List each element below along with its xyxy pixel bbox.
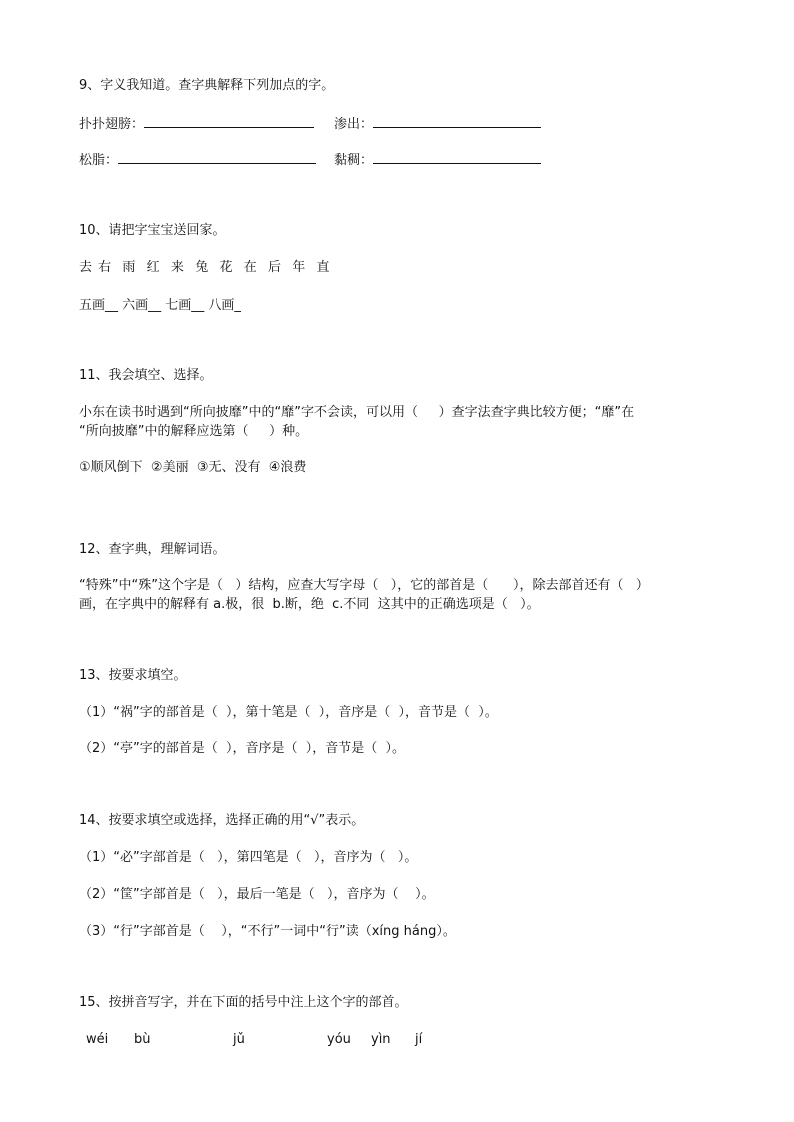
answer-blank[interactable] bbox=[373, 114, 541, 128]
answer-blank[interactable] bbox=[144, 114, 314, 128]
q11-line-1: 小东在读书时遇到“所向披靡”中的“靡”字不会读，可以用（ ）查字法查字典比较方便；“靡”在 bbox=[79, 405, 635, 420]
q14-line-1: （1）“必”字部首是（ ），第四笔是（ ），音序为（ ）。 bbox=[79, 850, 418, 865]
q12-line-2: 画，在字典中的解释有 a.极，很 b.断，绝 c.不同 这其中的正确选项是（ ）。 bbox=[79, 597, 540, 612]
q15-pinyin-1: wéi bbox=[86, 1032, 109, 1047]
q9-row2-right bbox=[334, 150, 541, 170]
q12-line-1: “特殊”中“殊”这个字是（ ）结构，应查大写字母（ ），它的部首是（ ），除去部首还有（ ） bbox=[79, 578, 649, 593]
q14-line-3: （3）“行”字部首是（ ），“不行”一词中“行”读（xíng háng）。 bbox=[79, 924, 456, 939]
q10-stroke-categories: 五画__ 六画__ 七画__ 八画_ bbox=[79, 298, 241, 313]
q12-title: 12、查字典，理解词语。 bbox=[79, 542, 226, 557]
q13-line-1: （1）“祸”字的部首是（ ），第十笔是（ ），音序是（ ），音节是（ ）。 bbox=[79, 705, 498, 720]
q15-pinyin-5: yìn bbox=[371, 1032, 391, 1047]
q9-term-2: 渗出： bbox=[334, 117, 374, 132]
q15-pinyin-2: bù bbox=[134, 1032, 151, 1047]
q10-title: 10、请把字宝宝送回家。 bbox=[79, 223, 226, 238]
q13-title: 13、按要求填空。 bbox=[79, 668, 187, 683]
q9-row1-left bbox=[79, 114, 314, 134]
q9-row2-left bbox=[79, 150, 316, 170]
q9-row1-right bbox=[334, 114, 541, 134]
q15-pinyin-6: jí bbox=[415, 1032, 423, 1047]
q14-line-2: （2）“筐”字部首是（ ），最后一笔是（ ），音序为（ ）。 bbox=[79, 887, 435, 902]
q13-line-2: （2）“亭”字的部首是（ ），音序是（ ），音节是（ ）。 bbox=[79, 741, 406, 756]
q11-title: 11、我会填空、选择。 bbox=[79, 368, 213, 383]
q10-char-list: 去 右 雨 红 来 兔 花 在 后 年 直 bbox=[79, 260, 331, 275]
q15-pinyin-4: yóu bbox=[327, 1032, 351, 1047]
q9-term-4: 黏稠： bbox=[334, 153, 374, 168]
q15-title: 15、按拼音写字，并在下面的括号中注上这个字的部首。 bbox=[79, 995, 408, 1010]
q11-options: ①顺风倒下 ②美丽 ③无、没有 ④浪费 bbox=[79, 460, 307, 475]
answer-blank[interactable] bbox=[118, 150, 316, 164]
q15-pinyin-3: jǔ bbox=[233, 1032, 245, 1047]
q9-term-3: 松脂： bbox=[79, 153, 119, 168]
q14-title: 14、按要求填空或选择，选择正确的用“√”表示。 bbox=[79, 813, 365, 828]
q11-line-2: “所向披靡”中的解释应选第（ ）种。 bbox=[79, 424, 309, 439]
q9-title: 9、字义我知道。查字典解释下列加点的字。 bbox=[79, 78, 335, 93]
q9-term-1: 扑扑翅膀： bbox=[79, 117, 145, 132]
answer-blank[interactable] bbox=[373, 150, 541, 164]
